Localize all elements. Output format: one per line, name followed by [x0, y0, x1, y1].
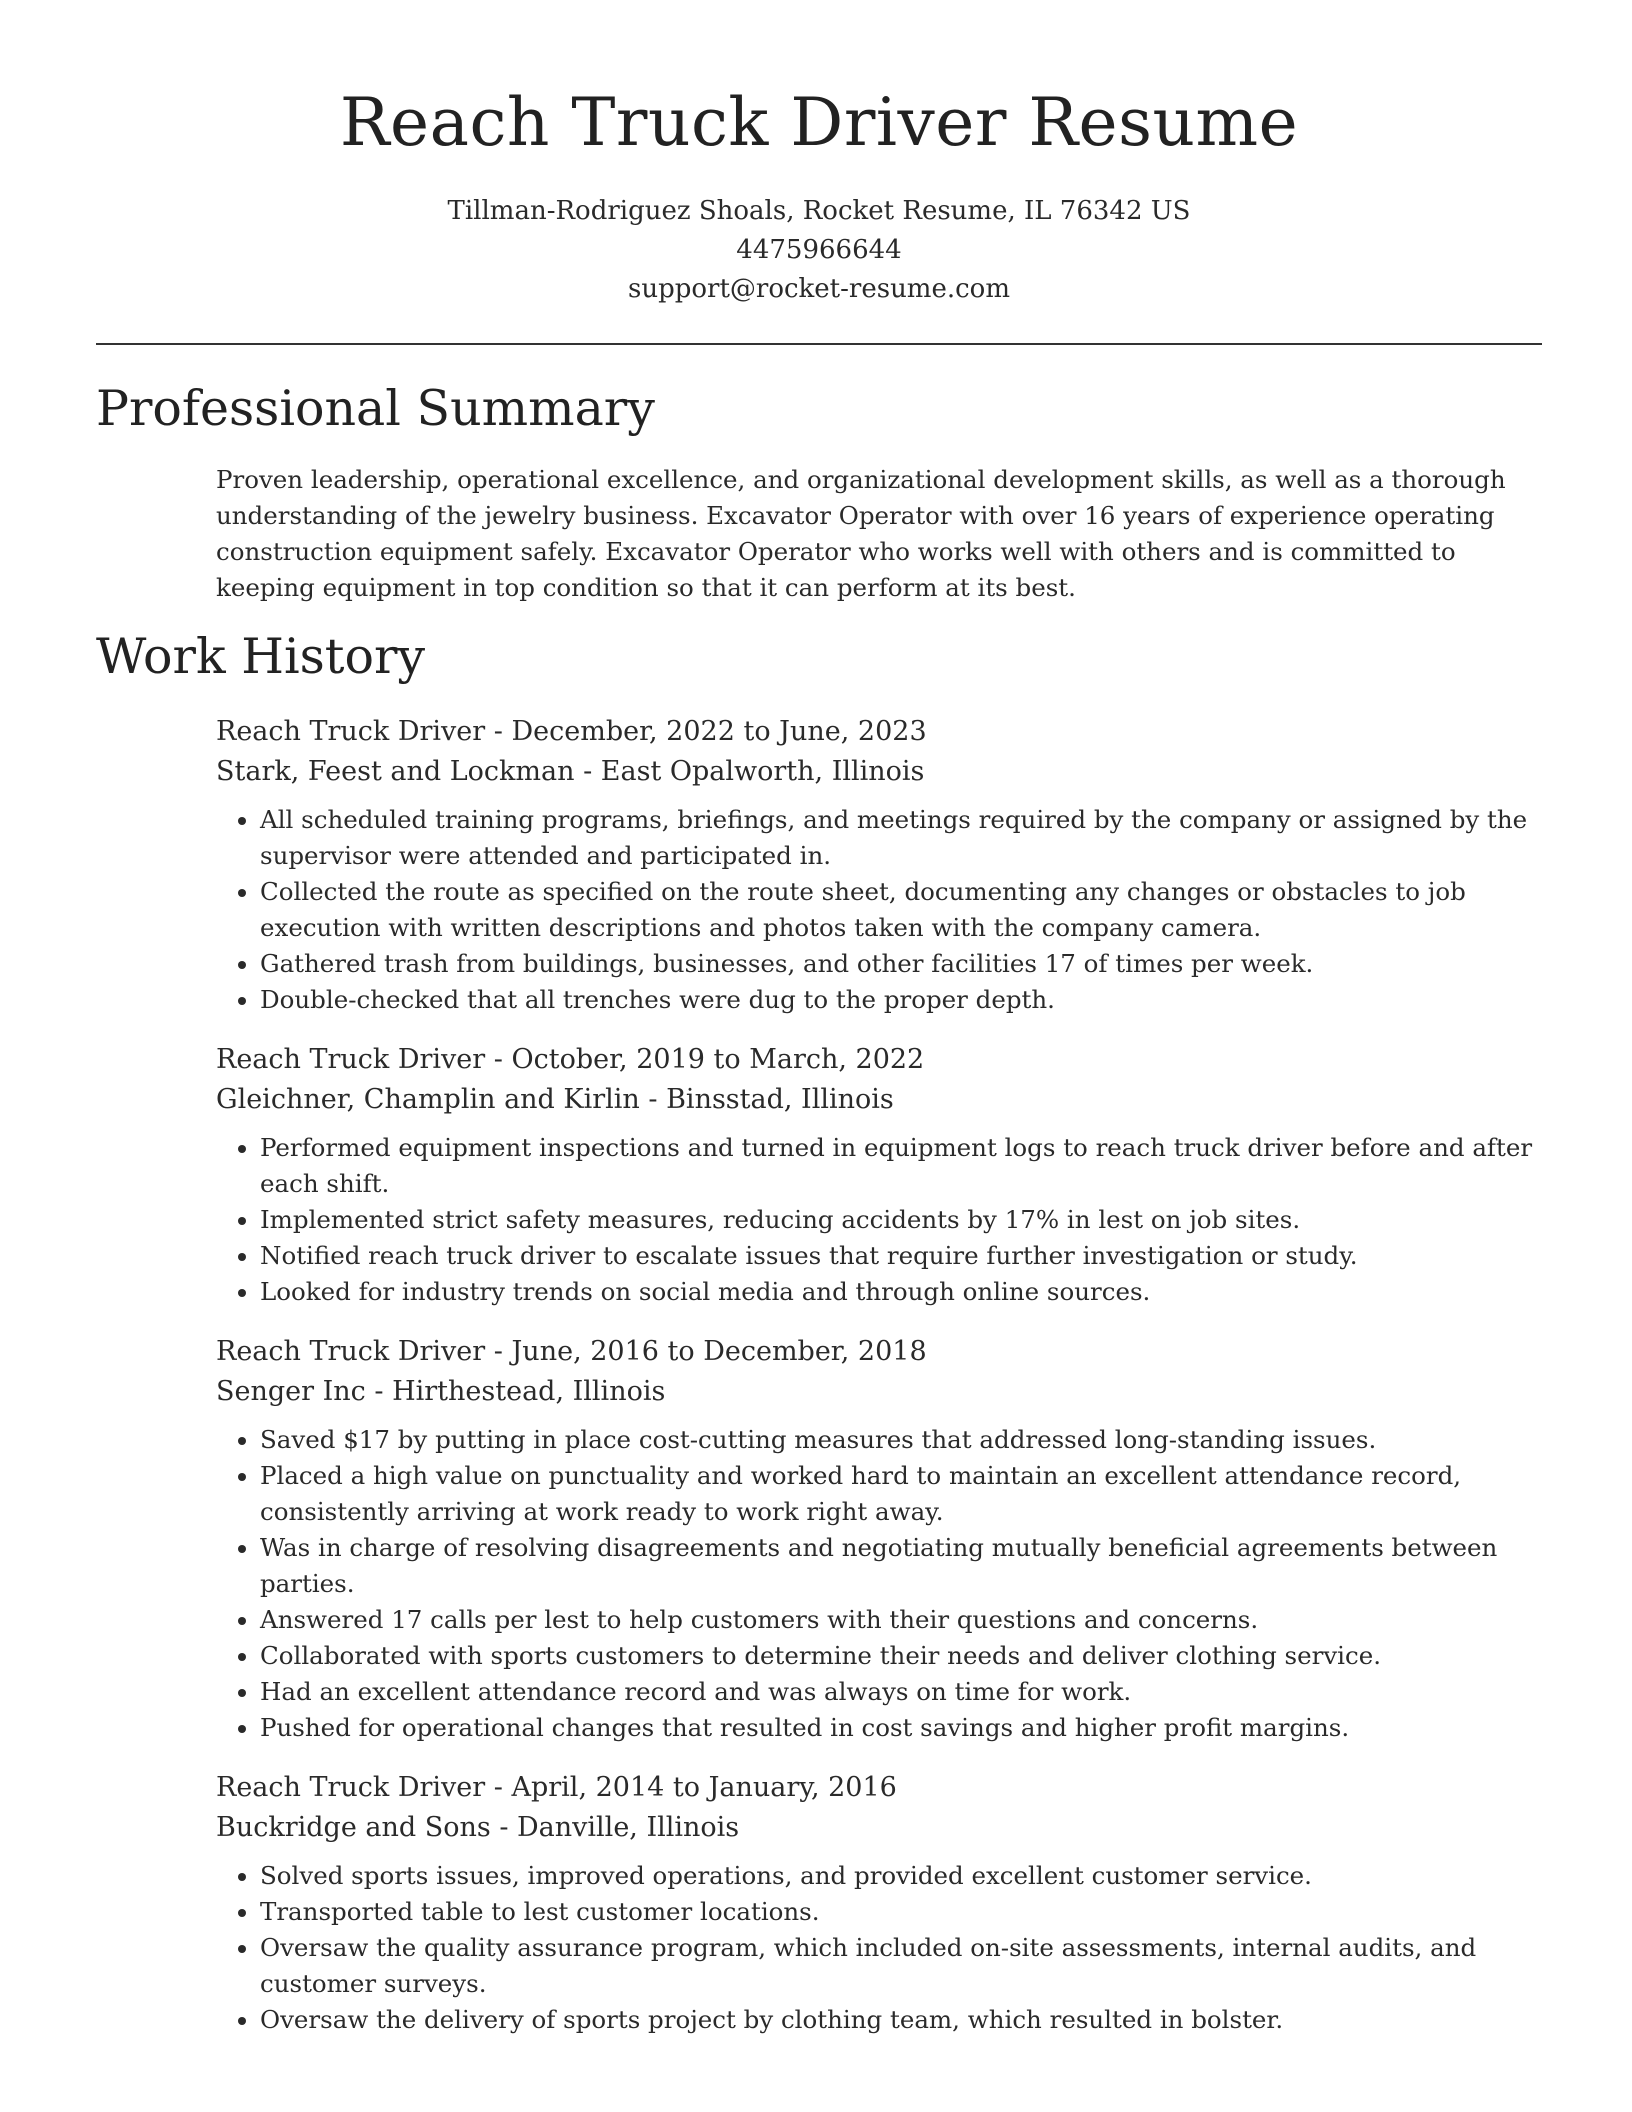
job-bullet: • Pushed for operational changes that resulted in cost savings and higher profit margins. — [260, 1710, 1542, 1746]
job-bullet: • Answered 17 calls per lest to help customers with their questions and concerns. — [260, 1602, 1542, 1638]
work-history-heading: Work History — [96, 628, 426, 685]
job-bullet: • Double-checked that all trenches were dug to the proper depth. — [260, 982, 1542, 1018]
job-role-line: Reach Truck Driver - June, 2016 to December, 2018 — [216, 1336, 927, 1367]
job-company-line: Gleichner, Champlin and Kirlin - Binsstad, Illinois — [216, 1084, 894, 1115]
job-role-line: Reach Truck Driver - April, 2014 to January, 2016 — [216, 1772, 897, 1803]
job-entry — [216, 1040, 1542, 1310]
summary-text: Proven leadership, operational excellence, and organizational development skills, as well as a thorough understanding of the jewelry business. Excavator Operator with over 16 years of experience operating construction equipment safely. Excavator Operator who works well with others and is committed to keeping equipment in top condition so that it can perform at its best. — [216, 465, 1506, 602]
contact-email: support@rocket-resume.com — [627, 274, 1010, 304]
job-bullet: • Implemented strict safety measures, reducing accidents by 17% in lest on job sites. — [260, 1202, 1542, 1238]
job-bullet: • Saved $17 by putting in place cost-cutting measures that addressed long-standing issues. — [260, 1422, 1542, 1458]
job-bullet: • Collaborated with sports customers to determine their needs and deliver clothing service. — [260, 1638, 1542, 1674]
job-bullet: • Oversaw the delivery of sports project by clothing team, which resulted in bolster. — [260, 2002, 1542, 2038]
job-bullet-list — [216, 1422, 1542, 1746]
job-company-line: Buckridge and Sons - Danville, Illinois — [216, 1812, 740, 1843]
header-divider — [96, 343, 1542, 345]
summary-heading: Professional Summary — [96, 380, 655, 437]
job-bullet: • Was in charge of resolving disagreements and negotiating mutually beneficial agreements between parties. — [260, 1530, 1542, 1602]
job-bullet-list — [216, 1130, 1542, 1310]
job-bullet: • Collected the route as specified on the route sheet, documenting any changes or obstacles to job execution with written descriptions and photos taken with the company camera. — [260, 874, 1542, 946]
job-bullet: • Gathered trash from buildings, businesses, and other facilities 17 of times per week. — [260, 946, 1542, 982]
job-bullet: • Performed equipment inspections and turned in equipment logs to reach truck driver before and after each shift. — [260, 1130, 1542, 1202]
contact-block — [96, 192, 1542, 309]
job-bullet: • Transported table to lest customer locations. — [260, 1894, 1542, 1930]
job-company-line: Stark, Feest and Lockman - East Opalworth, Illinois — [216, 756, 925, 787]
job-company-line: Senger Inc - Hirthestead, Illinois — [216, 1376, 666, 1407]
job-entry — [216, 1768, 1542, 2038]
work-history-list — [216, 712, 1542, 2060]
job-role-line: Reach Truck Driver - December, 2022 to June, 2023 — [216, 716, 927, 747]
job-bullet: • Notified reach truck driver to escalate issues that require further investigation or study. — [260, 1238, 1542, 1274]
job-bullet-list — [216, 802, 1542, 1018]
job-bullet: • Had an excellent attendance record and was always on time for work. — [260, 1674, 1542, 1710]
job-bullet: • Looked for industry trends on social media and through online sources. — [260, 1274, 1542, 1310]
job-entry — [216, 1332, 1542, 1746]
job-bullet: • All scheduled training programs, briefings, and meetings required by the company or assigned by the supervisor were attended and participated in. — [260, 802, 1542, 874]
job-bullet-list — [216, 1858, 1542, 2038]
job-bullet: • Placed a high value on punctuality and worked hard to maintain an excellent attendance record, consistently arriving at work ready to work right away. — [260, 1458, 1542, 1530]
job-bullet: • Solved sports issues, improved operations, and provided excellent customer service. — [260, 1858, 1542, 1894]
resume-title: Reach Truck Driver Resume — [339, 84, 1299, 161]
job-entry — [216, 712, 1542, 1018]
job-role-line: Reach Truck Driver - October, 2019 to March, 2022 — [216, 1044, 925, 1075]
job-bullet: • Oversaw the quality assurance program, which included on-site assessments, internal audits, and customer surveys. — [260, 1930, 1542, 2002]
contact-address: Tillman-Rodriguez Shoals, Rocket Resume, IL 76342 US — [447, 196, 1191, 226]
contact-phone: 4475966644 — [736, 235, 902, 265]
